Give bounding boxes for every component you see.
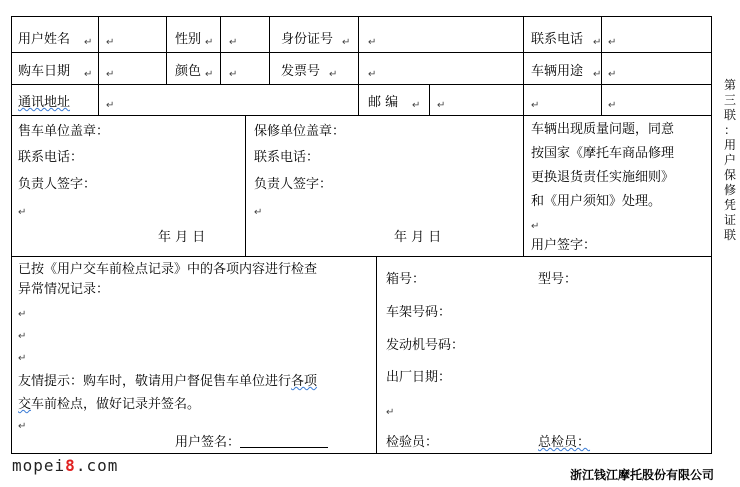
postcode-label: 邮 编 <box>368 95 399 110</box>
frame-number-label: 车架号码： <box>386 305 452 320</box>
paragraph-mark: ↵ <box>18 207 27 218</box>
id-number-label: 身份证号 <box>281 32 334 47</box>
notice-line-1: 车辆出现质量问题，同意 <box>531 122 675 137</box>
row3-rule-2 <box>358 84 359 115</box>
col-rule-3 <box>220 16 221 84</box>
inspection-line-1: 已按《用户交车前检点记录》中的各项内容进行检查 <box>18 262 318 277</box>
paragraph-mark: ↵ <box>608 69 617 80</box>
notice-line-4: 和《用户须知》处理。 <box>531 194 662 209</box>
paragraph-mark: ↵ <box>84 37 93 48</box>
gender-label: 性别 <box>175 32 202 47</box>
seller-date: 年 月 日 <box>158 230 206 245</box>
paragraph-mark: ↵ <box>18 331 27 342</box>
col-rule-2 <box>166 16 167 84</box>
friendly-tip-line-2 <box>18 397 200 413</box>
vertical-char: 保 <box>723 168 736 182</box>
seller-signature-label: 负责人签字： <box>18 177 97 192</box>
paragraph-mark: ↵ <box>18 421 27 432</box>
box-number-label: 箱号： <box>386 272 426 287</box>
vertical-char: 用 <box>723 138 736 152</box>
paragraph-mark: ↵ <box>608 37 617 48</box>
section-divider-rule <box>11 256 712 257</box>
paragraph-mark: ↵ <box>608 100 617 111</box>
mid-rule-2 <box>523 115 524 256</box>
paragraph-mark: ↵ <box>368 69 377 80</box>
vertical-char: 户 <box>723 153 736 167</box>
col-rule-4 <box>269 16 270 84</box>
paragraph-mark: ↵ <box>205 37 214 48</box>
friendly-tip-text: 友情提示：购车时，敬请用户督促售车单位进行 <box>18 374 292 389</box>
paragraph-mark: ↵ <box>229 69 238 80</box>
paragraph-mark: ↵ <box>18 353 27 364</box>
vertical-char: 联 <box>723 108 736 122</box>
paragraph-mark: ↵ <box>254 207 263 218</box>
model-label: 型号： <box>538 272 578 287</box>
paragraph-mark: ↵ <box>342 37 351 48</box>
vertical-char: 证 <box>723 213 736 227</box>
notice-line-3: 更换退货责任实施细则》 <box>531 170 675 185</box>
abnormal-record-label: 异常情况记录： <box>18 282 110 297</box>
paragraph-mark: ↵ <box>368 37 377 48</box>
company-name: 浙江钱江摩托股份有限公司 <box>569 468 714 482</box>
paragraph-mark: ↵ <box>593 37 602 48</box>
contact-phone-label: 联系电话 <box>531 32 584 47</box>
vehicle-purpose-label: 车辆用途 <box>531 64 584 79</box>
vertical-char: 第 <box>723 78 736 92</box>
paragraph-mark: ↵ <box>106 100 115 111</box>
paragraph-mark: ↵ <box>84 69 93 80</box>
notice-line-2: 按国家《摩托车商品修理 <box>531 146 675 161</box>
paragraph-mark: ↵ <box>412 100 421 111</box>
signature-line <box>240 447 328 448</box>
copy-designation-vertical-text <box>722 78 738 243</box>
site-logo-prefix: mopei <box>12 456 66 475</box>
paragraph-mark: ↵ <box>205 69 214 80</box>
vertical-char: 三 <box>723 93 736 107</box>
paragraph-mark: ↵ <box>531 100 540 111</box>
notice-user-signature-label: 用户签字： <box>531 238 597 253</box>
row3-rule-4 <box>523 84 524 115</box>
paragraph-mark: ↵ <box>386 407 395 418</box>
friendly-tip-line-1 <box>18 374 317 390</box>
factory-date-label: 出厂日期： <box>386 370 452 385</box>
row3-rule-3 <box>429 84 430 115</box>
paragraph-mark: ↵ <box>437 100 446 111</box>
friendly-tip-wavy: 各项 <box>291 374 318 389</box>
vertical-char: 修 <box>723 183 736 197</box>
col-rule-6 <box>523 16 524 84</box>
site-logo-suffix: .com <box>75 456 119 475</box>
col-rule-7 <box>601 16 602 115</box>
row2-bottom-rule <box>11 84 712 85</box>
user-name-label: 用户姓名 <box>18 32 71 47</box>
color-label: 颜色 <box>175 64 202 79</box>
paragraph-mark: ↵ <box>106 37 115 48</box>
col-rule-1 <box>98 16 99 84</box>
mailing-address-label: 通讯地址 <box>18 95 71 110</box>
col-rule-5 <box>358 16 359 84</box>
repairer-phone-label: 联系电话： <box>254 150 320 165</box>
paragraph-mark: ↵ <box>18 309 27 320</box>
site-logo <box>12 456 118 475</box>
paragraph-mark: ↵ <box>593 69 602 80</box>
vertical-char: 凭 <box>723 198 736 212</box>
paragraph-mark: ↵ <box>106 69 115 80</box>
row3-rule-1 <box>98 84 99 115</box>
user-signature-label: 用户签名： <box>175 435 241 450</box>
row1-bottom-rule <box>11 52 712 53</box>
paragraph-mark: ↵ <box>531 221 540 232</box>
seller-phone-label: 联系电话： <box>18 150 84 165</box>
vertical-char: 联 <box>723 228 736 242</box>
repairer-stamp-label: 保修单位盖章： <box>254 124 346 139</box>
invoice-number-label: 发票号 <box>281 64 321 79</box>
seller-stamp-label: 售车单位盖章： <box>18 124 110 139</box>
friendly-tip-wavy: 交 <box>18 397 32 412</box>
engine-number-label: 发动机号码： <box>386 338 465 353</box>
repairer-date: 年 月 日 <box>394 230 442 245</box>
chief-inspector-label: 总检员： <box>538 435 591 450</box>
paragraph-mark: ↵ <box>329 69 338 80</box>
friendly-tip-text: 车前检点，做好记录并签名。 <box>31 397 201 412</box>
inspection-user-signature <box>175 435 328 451</box>
paragraph-mark: ↵ <box>229 37 238 48</box>
purchase-date-label: 购车日期 <box>18 64 71 79</box>
repairer-signature-label: 负责人签字： <box>254 177 333 192</box>
mid-rule-1 <box>245 115 246 256</box>
site-logo-highlight: 8 <box>65 456 76 475</box>
vertical-char: ： <box>723 123 736 137</box>
row3-bottom-rule <box>11 115 712 116</box>
bottom-rule <box>376 256 377 454</box>
inspector-label: 检验员： <box>386 435 439 450</box>
